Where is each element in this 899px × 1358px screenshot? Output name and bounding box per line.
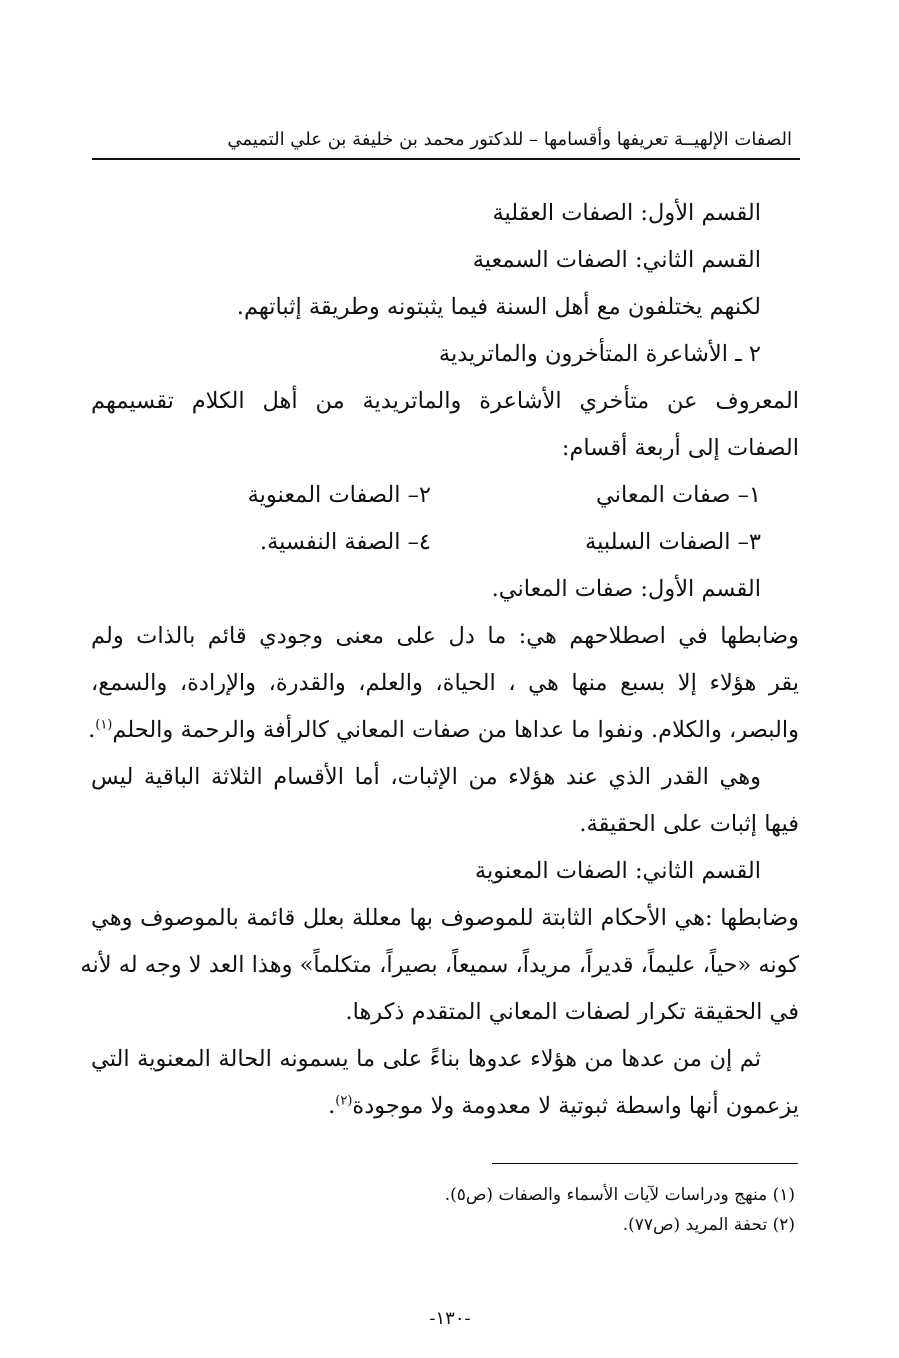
footnote-marker[interactable]: (١): [95, 717, 113, 733]
text-line: القسم الأول: صفات المعاني.: [491, 576, 761, 602]
section-heading: ٢ ـ الأشاعرة المتأخرون والماتريدية: [438, 341, 761, 367]
text-line: فيها إثبات على الحقيقة.: [579, 811, 799, 837]
text-line: وضابطها في اصطلاحهم هي: ما دل على معنى وجودي قائم بالذات ولم: [91, 623, 799, 649]
text-line: [91, 1083, 799, 1130]
text-line: لكنهم يختلفون مع أهل السنة فيما يثبتونه وطريقة إثباتهم.: [236, 294, 761, 320]
footnote-divider: [492, 1163, 798, 1164]
section-heading: القسم الثاني: الصفات المعنوية: [474, 858, 761, 884]
text-line: القسم الثاني: الصفات السمعية: [472, 247, 761, 273]
text-line: في الحقيقة تكرار لصفات المعاني المتقدم ذكرها.: [345, 999, 799, 1025]
list-item: ٢– الصفات المعنوية: [247, 482, 431, 508]
list-item: ١– صفات المعاني: [595, 482, 761, 508]
main-text: [80, 190, 799, 1130]
text-line: وضابطها :هي الأحكام الثابتة للموصوف بها معللة بعلل قائمة بالموصوف وهي: [91, 905, 799, 931]
footnote: (٢) تحفة المريد (ص٧٧).: [622, 1215, 795, 1235]
text-span: .: [88, 717, 96, 743]
text-line: القسم الأول: الصفات العقلية: [492, 200, 761, 226]
text-line: يقر هؤلاء إلا بسبع منها هي ، الحياة، والعلم، والقدرة، والإرادة، والسمع،: [91, 670, 799, 696]
text-line: [88, 707, 799, 754]
text-span: .: [328, 1093, 336, 1119]
footnote: (١) منهج ودراسات لآيات الأسماء والصفات (ص٥).: [444, 1185, 795, 1205]
text-span: يزعمون أنها واسطة ثبوتية لا معدومة ولا موجودة: [352, 1093, 799, 1119]
footnote-marker[interactable]: (٢): [335, 1093, 353, 1109]
text-line: الصفات إلى أربعة أقسام:: [561, 435, 799, 461]
page-number: -١٣٠-: [429, 1308, 471, 1329]
list-item: ٤– الصفة النفسية.: [259, 529, 431, 555]
list-row: [91, 519, 761, 566]
header-divider: [92, 158, 800, 160]
list-row: [91, 472, 761, 519]
text-line: وهي القدر الذي عند هؤلاء من الإثبات، أما الأقسام الثلاثة الباقية ليس: [91, 764, 761, 790]
running-header: الصفات الإلهيــة تعريفها وأقسامها – للدكتور محمد بن خليفة بن علي التميمي: [227, 129, 792, 150]
text-line: ثم إن من عدها من هؤلاء عدوها بناءً على ما يسمونه الحالة المعنوية التي: [91, 1046, 761, 1072]
text-span: والبصر، والكلام. ونفوا ما عداها من صفات المعاني كالرأفة والرحمة والحلم: [112, 717, 799, 743]
text-line: المعروف عن متأخري الأشاعرة والماتريدية من أهل الكلام تقسيمهم: [91, 388, 799, 414]
text-line: كونه «حياً، عليماً، قديراً، مريداً، سميعاً، بصيراً، متكلماً» وهذا العد لا وجه له لأنه: [80, 952, 799, 978]
footnotes: [195, 1180, 795, 1240]
list-item: ٣– الصفات السلبية: [585, 529, 761, 555]
